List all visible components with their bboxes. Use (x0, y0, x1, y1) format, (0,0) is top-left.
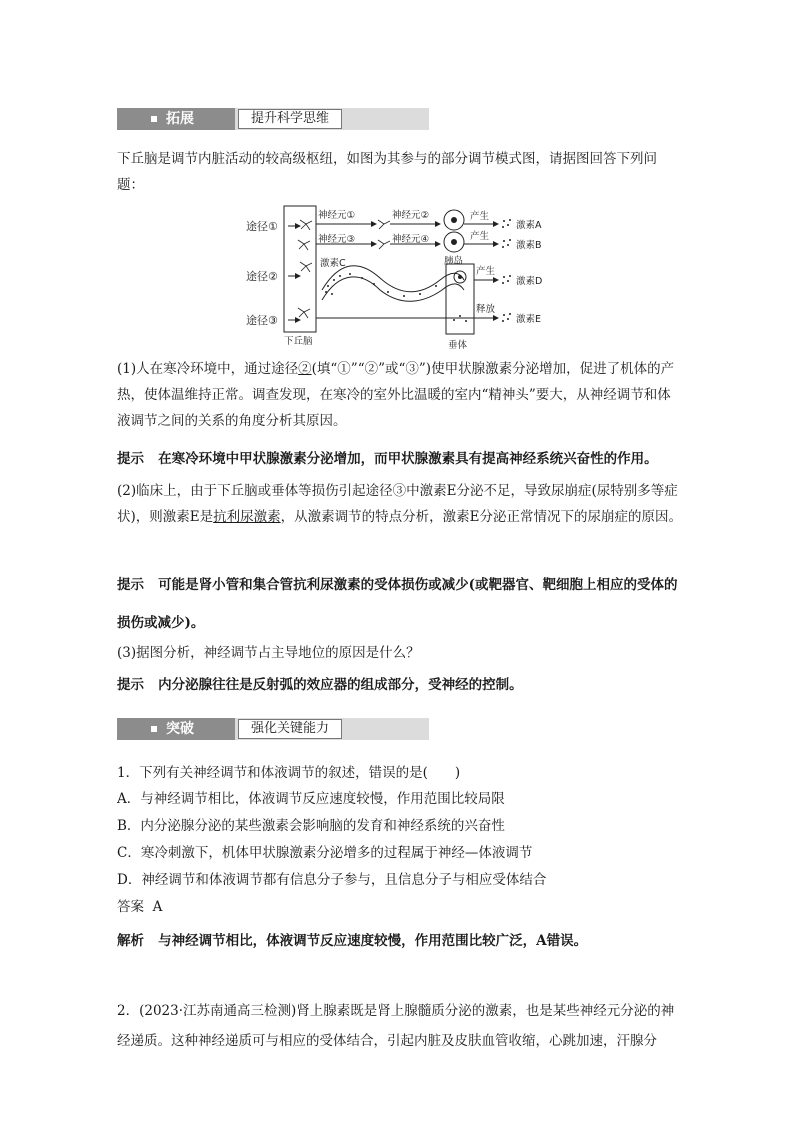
hint-3 (117, 672, 682, 698)
islet-nucleus-2 (451, 239, 457, 245)
hypothalamus-label: 下丘脑 (284, 336, 313, 347)
islet-nucleus-1 (451, 217, 457, 223)
pituitary-label: 垂体 (448, 340, 468, 351)
mc-analysis (117, 928, 682, 954)
question-2-text-b: ，从激素调节的特点分析，激素E分泌正常情况下的尿崩症的原因。 (280, 509, 682, 525)
banner-label-box (117, 108, 235, 130)
pituitary-nucleus (458, 275, 462, 279)
banner-sub-label: 强化关键能力 (238, 719, 342, 739)
hormone-dots-ab (502, 219, 511, 248)
hint-2 (117, 566, 682, 642)
produce-a-label: 产生 (470, 211, 490, 222)
hint-2-label: 提示 (117, 577, 144, 593)
square-bullet-icon (151, 726, 157, 732)
intro-text: 下丘脑是调节内脏活动的较高级枢纽，如图为其参与的部分调节模式图，请据图回答下列问题： (117, 151, 657, 193)
islet-label: 胰岛 (444, 256, 464, 267)
question-2-text-a: (2)临床上，由于下丘脑或垂体等损伤引起途径③中激素E分泌不足，导致尿崩症(尿特别多等症状)，则激素E是 (117, 483, 678, 525)
route-1-label: 途径① (246, 220, 278, 233)
regulation-diagram (240, 200, 560, 352)
hormone-b-label: 激素B (516, 240, 542, 251)
section-banner-breakthrough (117, 718, 429, 740)
route-2-label: 途径② (246, 270, 278, 283)
question-3: (3)据图分析，神经调节占主导地位的原因是什么？ (117, 645, 420, 661)
hint-2-text: 可能是肾小管和集合管抗利尿激素的受体损伤或减少(或靶器官、靶细胞上相应的受体的损伤或减少)。 (117, 577, 678, 631)
mc-option-b: B．内分泌腺分泌的某些激素会影响脑的发育和神经系统的兴奋性 (117, 818, 505, 834)
banner-sub-label: 提升科学思维 (238, 109, 342, 129)
hormone-c-label: 激素C (320, 258, 346, 269)
neuron-4-label: 神经元④ (392, 234, 430, 245)
banner-sub-box (235, 718, 429, 740)
mc-analysis-text: 与神经调节相比，体液调节反应速度较慢，作用范围比较广泛，A错误。 (158, 933, 588, 949)
mc-analysis-label: 解析 (117, 933, 144, 949)
question-1-answer: ② (298, 361, 312, 377)
hypothalamus-box (284, 206, 316, 332)
banner-sub-box (235, 108, 429, 130)
question-1-text-b: (填“①”“②”或“③”)使甲状腺激素分泌增加，促进了机体的产热，使体温维持正常。调查发现，在寒冷的室外比温暖的室内“精神头”要大，从神经调节和体液调节之间的关系的角度分析其原因。 (117, 361, 675, 429)
mc-option-c: C．寒冷刺激下，机体甲状腺激素分泌增多的过程属于神经—体液调节 (117, 845, 533, 861)
section-banner-expand (117, 108, 429, 130)
route-3-label: 途径③ (246, 314, 278, 327)
mc-option-a: A．与神经调节相比，体液调节反应速度较慢，作用范围比较局限 (117, 791, 505, 807)
banner-label: 突破 (166, 721, 194, 737)
mc-option-d: D．神经调节和体液调节都有信息分子参与，且信息分子与相应受体结合 (117, 872, 547, 888)
question-2 (117, 478, 682, 530)
square-bullet-icon (151, 116, 157, 122)
hint-1-label: 提示 (117, 451, 144, 467)
banner-label-box (117, 718, 235, 740)
hint-1 (117, 446, 682, 472)
neuron-1-label: 神经元① (318, 210, 356, 221)
hint-1-text: 在寒冷环境中甲状腺激素分泌增加，而甲状腺激素具有提高神经系统兴奋性的作用。 (158, 451, 658, 467)
hormone-e-label: 激素E (516, 314, 542, 325)
mc-stem: 1．下列有关神经调节和体液调节的叙述，错误的是( ) (117, 765, 461, 781)
produce-b-label: 产生 (470, 231, 490, 242)
hint-3-text: 内分泌腺往往是反射弧的效应器的组成部分，受神经的控制。 (158, 677, 523, 693)
question-2-answer: 抗利尿激素 (213, 509, 281, 525)
blood-vessel-bottom (322, 277, 464, 301)
hormone-c-dots (325, 273, 437, 297)
mc-answer-value: A (152, 899, 163, 915)
mc-answer (117, 894, 682, 920)
second-neuron-icons (378, 220, 390, 249)
question-1 (117, 356, 682, 434)
question-1-text-a: (1)人在寒冷环境中，通过途径 (117, 361, 299, 377)
neuron-2-label: 神经元② (392, 210, 430, 221)
release-e-label: 释放 (476, 304, 496, 315)
question-next: 2．(2023·江苏南通高三检测)肾上腺素既是肾上腺髓质分泌的激素，也是某些神经元分泌的神经递质。这种神经递质可与相应的受体结合，引起内脏及皮肤血管收缩，心跳加速，汗腺分 (117, 1003, 675, 1049)
hormone-d-label: 激素D (516, 276, 543, 287)
mc-answer-label: 答案 (117, 899, 144, 915)
neuron-3-label: 神经元③ (318, 234, 356, 245)
neuron-cell-icons (298, 220, 312, 318)
banner-label: 拓展 (166, 111, 194, 127)
hormone-a-label: 激素A (516, 220, 542, 231)
hint-3-label: 提示 (117, 677, 144, 693)
produce-d-label: 产生 (476, 266, 496, 277)
